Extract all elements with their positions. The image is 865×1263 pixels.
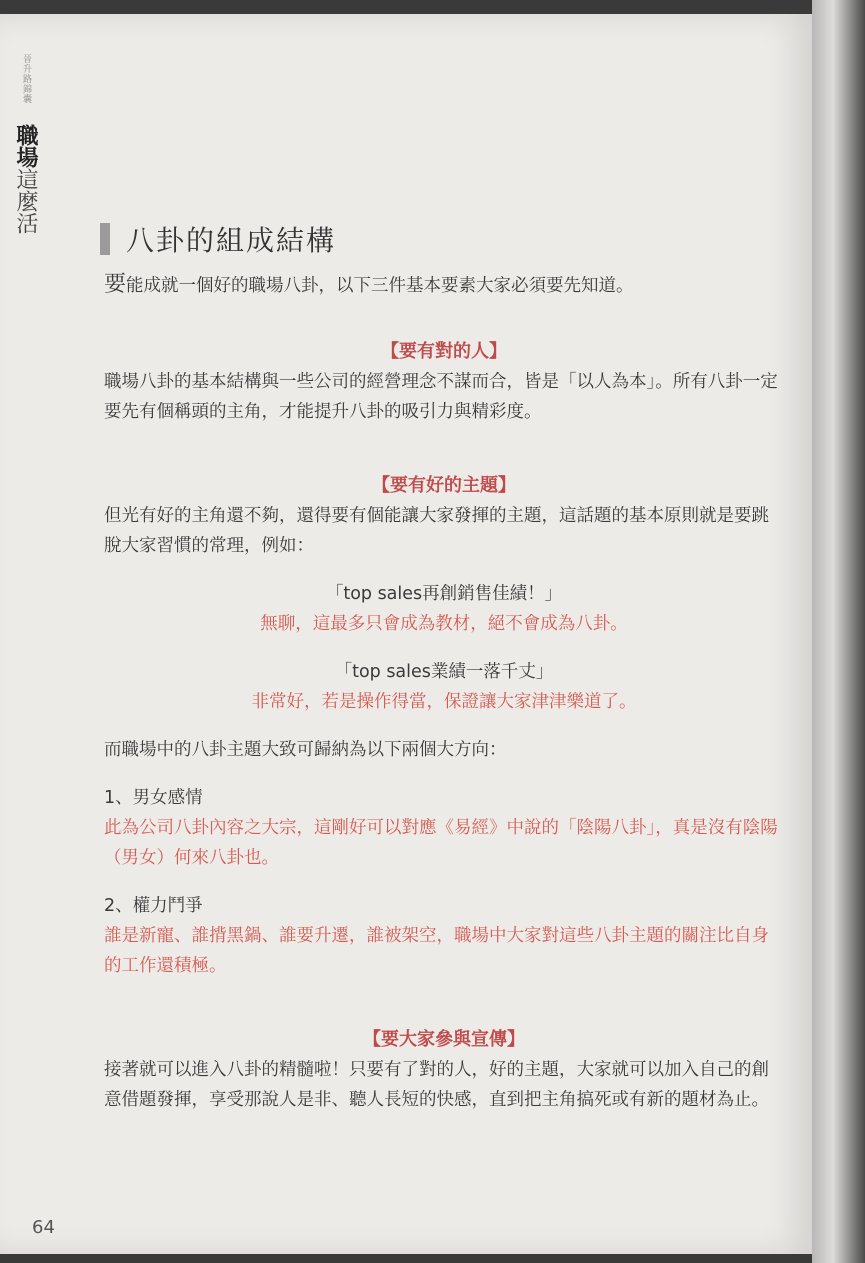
- intro-first-char: 要: [104, 272, 127, 297]
- example2: 「top sales業績一落千丈」: [334, 662, 554, 682]
- item1-title: 1、男女感情: [104, 788, 203, 808]
- intro-paragraph: [104, 270, 784, 301]
- book-title: [14, 124, 36, 234]
- section1-title: 【要有對的人】: [381, 341, 507, 362]
- page-number: 64: [32, 1217, 55, 1238]
- page-content: [104, 270, 784, 1115]
- heading-text: 八卦的組成結構: [126, 224, 337, 257]
- intro-text: 能成就一個好的職場八卦，以下三件基本要素大家必須要先知道。: [126, 276, 634, 296]
- item2-title: 2、權力鬥爭: [104, 896, 203, 916]
- book-title-rest: 這麼活: [13, 168, 38, 234]
- item2-body: 誰是新寵、誰揹黑鍋、誰要升遷，誰被架空，職場中大家對這些八卦主題的關注比自身的工作還積極。: [104, 926, 769, 976]
- section3-title: 【要大家參與宣傳】: [363, 1029, 525, 1050]
- example1: 「top sales再創銷售佳績！」: [325, 584, 563, 604]
- section2-title: 【要有好的主題】: [372, 475, 516, 496]
- section2-body: 但光有好的主角還不夠，還得要有個能讓大家發揮的主題，這話題的基本原則就是要跳脫大家習慣的常理，例如：: [104, 506, 769, 556]
- summary-text: 而職場中的八卦主題大致可歸納為以下兩個大方向：: [104, 740, 507, 760]
- section3-body: 接著就可以進入八卦的精髓啦！只要有了對的人，好的主題，大家就可以加入自己的創意借題發揮，享受那說人是非、聽人長短的快感，直到把主角搞死或有新的題材為止。: [104, 1060, 769, 1110]
- item1-body: 此為公司八卦內容之大宗，這剛好可以對應《易經》中說的「陰陽八卦」，真是沒有陰陽（男女）何來八卦也。: [104, 818, 778, 868]
- comment1: 無聊，這最多只會成為教材，絕不會成為八卦。: [260, 614, 628, 634]
- series-label: 晉升路錦囊: [21, 54, 31, 104]
- book-gutter: [812, 0, 865, 1263]
- heading-bar: [100, 223, 110, 255]
- section-heading: [100, 219, 336, 259]
- comment2: 非常好，若是操作得當，保證讓大家津津樂道了。: [251, 692, 637, 712]
- book-page: [0, 14, 812, 1254]
- section1-body: 職場八卦的基本結構與一些公司的經營理念不謀而合，皆是「以人為本」。所有八卦一定要先有個稱頭的主角，才能提升八卦的吸引力與精彩度。: [104, 372, 778, 422]
- book-title-bold: 職場: [13, 124, 38, 168]
